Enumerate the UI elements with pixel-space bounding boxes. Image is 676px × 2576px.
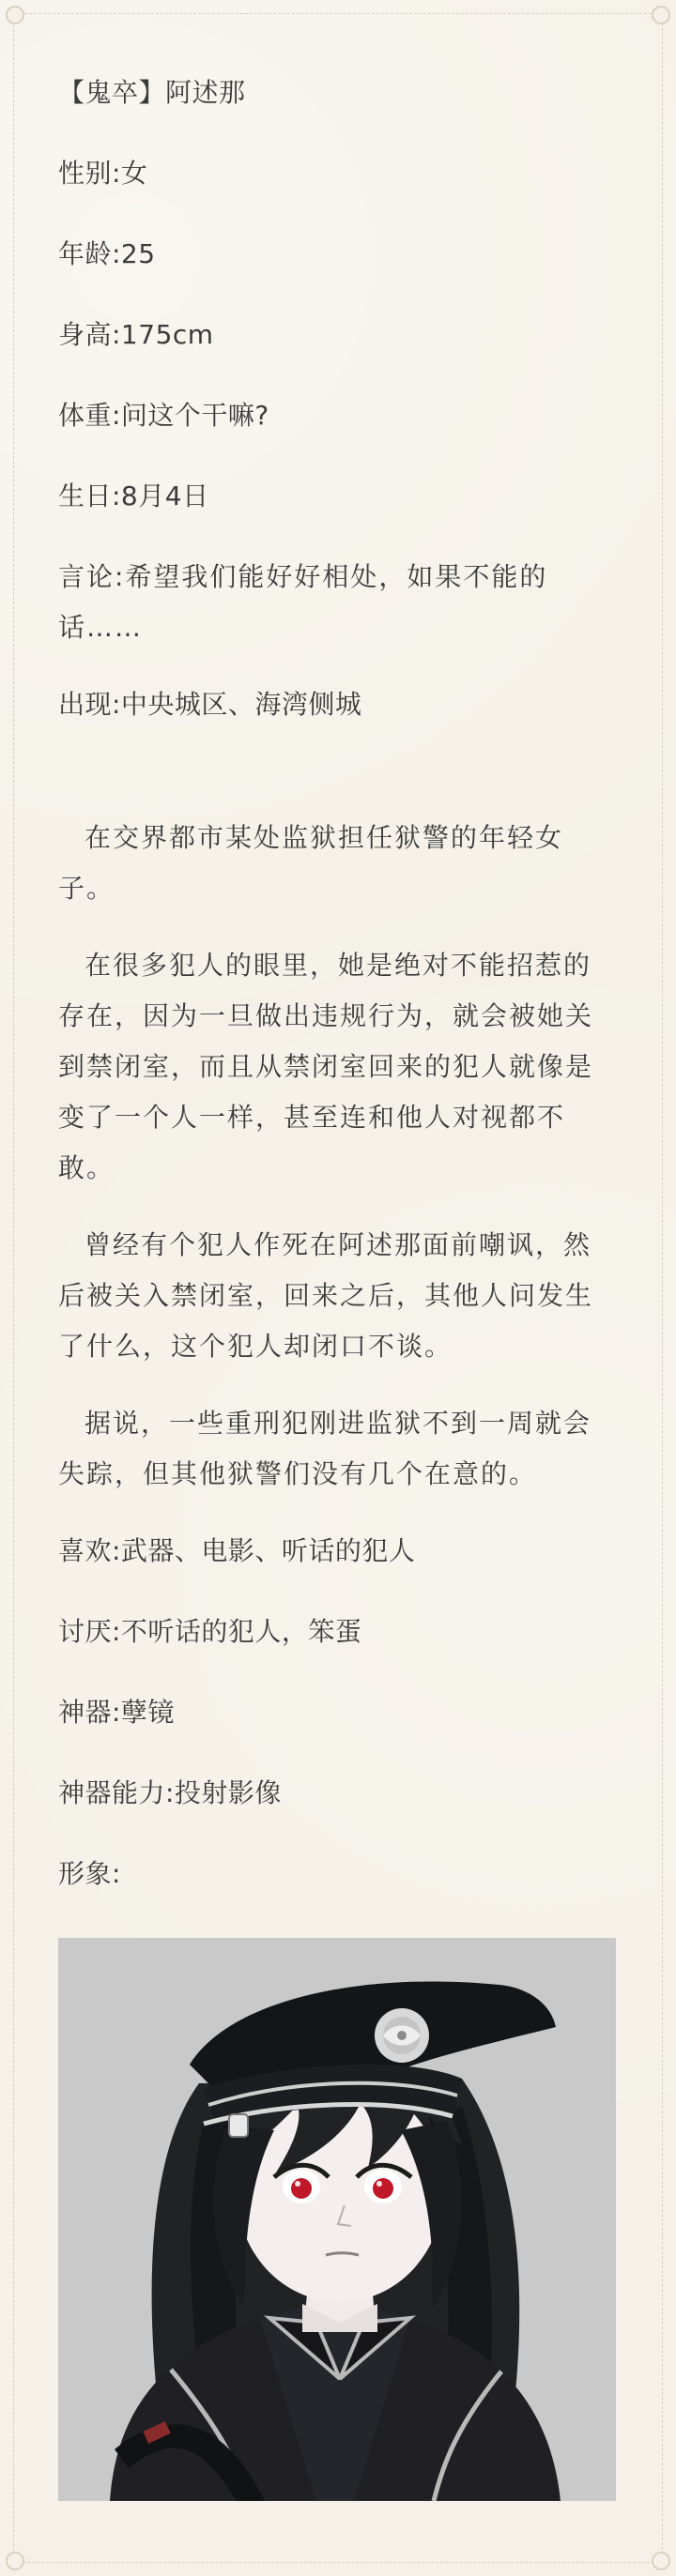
profile-title [58, 68, 616, 118]
corner-ornament-bottom-left [6, 2552, 24, 2570]
age-line: 年龄:25 [58, 238, 156, 269]
height-line: 身高:175cm [58, 319, 214, 350]
portrait-illustration-icon [58, 1938, 616, 2501]
artifact-ability-line: 神器能力:投射影像 [58, 1777, 282, 1808]
corner-ornament-top-right [652, 6, 670, 24]
title-bracket: 【鬼卒】 [58, 77, 166, 108]
likes-line: 喜欢:武器、电影、听话的犯人 [58, 1535, 416, 1566]
artifact-line: 神器:孽镜 [58, 1697, 175, 1728]
appearance-line: 出现:中央城区、海湾侧城 [58, 689, 362, 720]
profile-content [58, 68, 616, 1899]
dislikes-line: 讨厌:不听话的犯人，笨蛋 [58, 1616, 362, 1647]
description-paragraph-1: 在交界都市某处监狱担任狱警的年轻女子。 [58, 822, 564, 904]
blank-spacer [58, 760, 616, 813]
birthday-line: 生日:8月4日 [58, 480, 209, 511]
badge-icon [375, 2008, 429, 2063]
corner-ornament-bottom-right [652, 2552, 670, 2570]
description-paragraph-4: 据说，一些重刑犯刚进监狱不到一周就会失踪，但其他狱警们没有几个在意的。 [58, 1408, 592, 1489]
character-name: 阿述那 [165, 77, 246, 108]
weight-line: 体重:问这个干嘛? [58, 400, 269, 431]
speech-line: 言论:希望我们能好好相处，如果不能的话…… [58, 561, 548, 643]
description-paragraph-3: 曾经有个犯人作死在阿述那面前嘲讽，然后被关入禁闭室，回来之后，其他人问发生了什么，这个犯人却闭口不谈。 [58, 1229, 594, 1362]
description-paragraph-2: 在很多犯人的眼里，她是绝对不能招惹的存在，因为一旦做出违规行为，就会被她关到禁闭室，而且从禁闭室回来的犯人就像是变了一个人一样，甚至连和他人对视都不敢。 [58, 950, 594, 1183]
corner-ornament-top-left [6, 6, 24, 24]
gender-line: 性别:女 [58, 158, 148, 189]
image-label: 形象: [58, 1858, 121, 1889]
character-portrait [58, 1938, 616, 2501]
